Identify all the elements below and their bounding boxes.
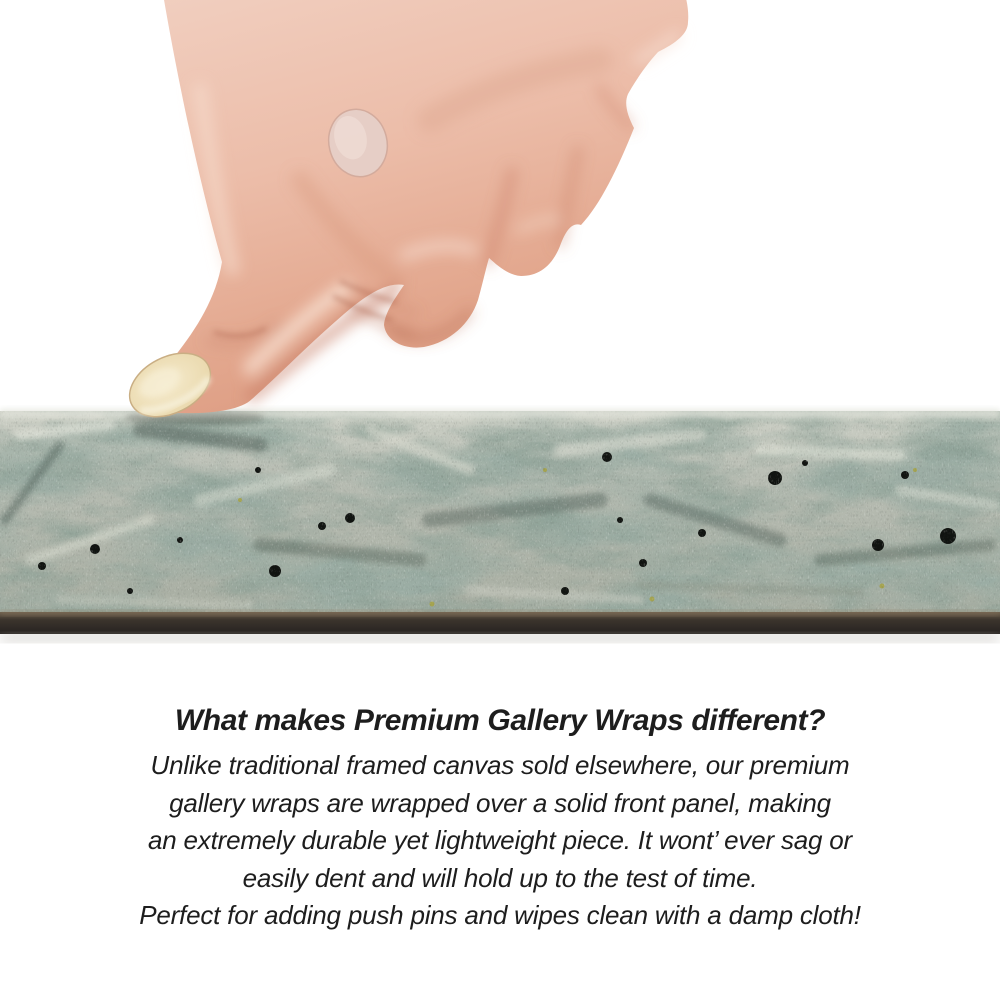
panel-shadow [0,634,1000,641]
panel-edge [0,612,1000,634]
hand-photo [119,0,688,429]
canvas-strip [0,409,1000,641]
caption-heading: What makes Premium Gallery Wraps different? [174,704,826,737]
caption-line: easily dent and will hold up to the test of time. [242,862,758,893]
caption-line: gallery wraps are wrapped over a solid front panel, making [169,787,831,818]
caption-line: an extremely durable yet lightweight piece. It wont’ ever sag or [147,825,853,855]
caption-block [0,701,1000,935]
caption-line: Unlike traditional framed canvas sold elsewhere, our premium [150,750,850,780]
caption-line: Perfect for adding push pins and wipes clean with a damp cloth! [139,900,861,930]
